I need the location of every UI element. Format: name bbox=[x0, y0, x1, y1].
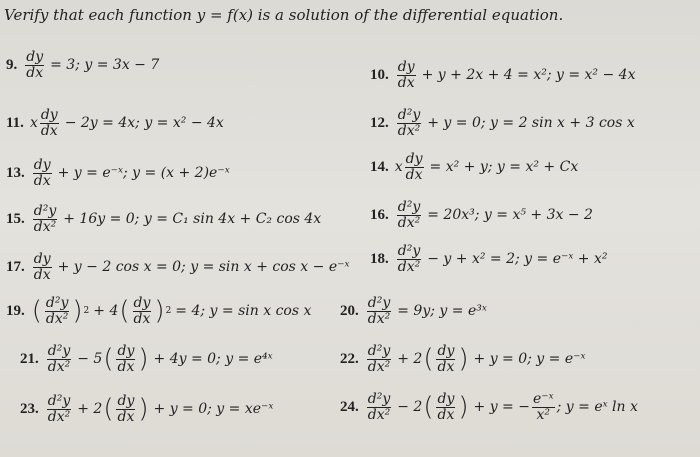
derivative-fraction: $\frac{\text{d²y}}{\text{dx²}}$ bbox=[397, 107, 421, 139]
problem-number: 19. bbox=[6, 302, 25, 319]
right-paren: ) bbox=[458, 344, 469, 375]
right-paren: ) bbox=[72, 296, 83, 327]
equation-text: + 4 bbox=[93, 303, 119, 320]
equation-text: ; y = eˣ ln x bbox=[556, 399, 638, 416]
problem-number: 11. bbox=[6, 114, 24, 131]
right-paren: ) bbox=[138, 344, 149, 375]
problem-17 bbox=[6, 252, 349, 282]
derivative-fraction: $\frac{\text{d²y}}{\text{dx²}}$ bbox=[367, 343, 391, 375]
equation-text: + y = 0; y = e⁻ˣ bbox=[473, 351, 586, 368]
problem-number: 18. bbox=[370, 250, 389, 267]
derivative-fraction: $\frac{dy}{dx}$ bbox=[437, 343, 455, 375]
right-paren: ) bbox=[458, 392, 469, 423]
problem-14 bbox=[370, 152, 578, 182]
exponent: 2 bbox=[83, 306, 90, 317]
left-paren: ( bbox=[103, 394, 114, 425]
problem-24 bbox=[340, 392, 638, 422]
exponent: 2 bbox=[165, 306, 172, 317]
equation-text: = 9y; y = e³ˣ bbox=[397, 303, 487, 320]
problem-number: 23. bbox=[20, 400, 39, 417]
problem-number: 24. bbox=[340, 398, 359, 415]
problem-number: 12. bbox=[370, 114, 389, 131]
problem-number: 21. bbox=[20, 350, 39, 367]
left-paren: ( bbox=[31, 296, 42, 327]
problem-number: 22. bbox=[340, 350, 359, 367]
derivative-fraction: $\frac{dy}{dx}$ bbox=[117, 393, 135, 425]
derivative-fraction: $\frac{dy}{dx}$ bbox=[33, 251, 51, 283]
derivative-fraction: $\frac{\text{d²y}}{\text{dx²}}$ bbox=[33, 203, 57, 235]
equation-text: − 2 bbox=[397, 399, 423, 416]
problem-21 bbox=[20, 344, 273, 374]
equation-text: − 5 bbox=[77, 351, 103, 368]
problem-18 bbox=[370, 244, 608, 274]
derivative-fraction: $\frac{\text{d²y}}{\text{dx²}}$ bbox=[397, 243, 421, 275]
equation-text: + y = 0; y = xe⁻ˣ bbox=[153, 401, 274, 418]
problem-9 bbox=[6, 50, 159, 80]
equation-text: + y = 0; y = 2 sin x + 3 cos x bbox=[427, 115, 635, 132]
problem-20 bbox=[340, 296, 487, 326]
problem-23 bbox=[20, 394, 273, 424]
derivative-fraction: $\frac{dy}{dx}$ bbox=[397, 59, 415, 91]
problem-11 bbox=[6, 108, 224, 138]
equation-text: + 16y = 0; y = C₁ sin 4x + C₂ cos 4x bbox=[63, 211, 322, 228]
equation-text: + 4y = 0; y = e⁴ˣ bbox=[153, 351, 273, 368]
problem-number: 13. bbox=[6, 164, 25, 181]
right-paren: ) bbox=[138, 394, 149, 425]
coefficient: x bbox=[394, 159, 403, 176]
right-paren: ) bbox=[154, 296, 165, 327]
problem-12 bbox=[370, 108, 635, 138]
derivative-fraction: $\frac{dy}{dx}$ bbox=[437, 391, 455, 423]
equation-text: − 2y = 4x; y = x² − 4x bbox=[64, 115, 224, 132]
equation-text: + 2 bbox=[77, 401, 103, 418]
derivative-fraction: $\frac{dy}{dx}$ bbox=[117, 343, 135, 375]
equation-text: − y + x² = 2; y = e⁻ˣ + x² bbox=[427, 251, 608, 268]
equation-text: = x² + y; y = x² + Cx bbox=[429, 159, 579, 176]
equation-text: + 2 bbox=[397, 351, 423, 368]
coefficient: x bbox=[29, 115, 38, 132]
problem-number: 17. bbox=[6, 258, 25, 275]
left-paren: ( bbox=[103, 344, 114, 375]
derivative-fraction: $\frac{dy}{dx}$ bbox=[40, 107, 58, 139]
equation-text: + y − 2 cos x = 0; y = sin x + cos x − e⁻ˣ bbox=[57, 259, 350, 276]
derivative-fraction: $\frac{dy}{dx}$ bbox=[33, 157, 51, 189]
derivative-fraction: $\frac{\text{d²y}}{\text{dx²}}$ bbox=[367, 295, 391, 327]
problem-19 bbox=[6, 296, 311, 326]
equation-text: + y = − bbox=[473, 399, 530, 416]
derivative-fraction: $\frac{dy}{dx}$ bbox=[405, 151, 423, 183]
derivative-fraction: $\frac{\text{d²y}}{\text{dx²}}$ bbox=[47, 393, 71, 425]
problem-number: 20. bbox=[340, 302, 359, 319]
derivative-fraction: $\frac{\text{d²y}}{\text{dx²}}$ bbox=[397, 199, 421, 231]
equation-text: = 20x³; y = x⁵ + 3x − 2 bbox=[427, 207, 593, 224]
problem-15 bbox=[6, 204, 321, 234]
derivative-fraction: $\frac{dy}{dx}$ bbox=[26, 49, 44, 81]
problem-13 bbox=[6, 158, 230, 188]
equation-text: = 3; y = 3x − 7 bbox=[50, 57, 160, 74]
problem-number: 14. bbox=[370, 158, 389, 175]
derivative-fraction: $\frac{dy}{dx}$ bbox=[133, 295, 151, 327]
problem-22 bbox=[340, 344, 586, 374]
left-paren: ( bbox=[423, 344, 434, 375]
problem-number: 16. bbox=[370, 206, 389, 223]
problem-16 bbox=[370, 200, 593, 230]
equation-text: = 4; y = sin x cos x bbox=[175, 303, 312, 320]
left-paren: ( bbox=[423, 392, 434, 423]
problem-number: 10. bbox=[370, 66, 389, 83]
problem-number: 15. bbox=[6, 210, 25, 227]
solution-fraction: $\frac{\text{e⁻ˣ}}{\text{x²}}$ bbox=[532, 391, 554, 423]
left-paren: ( bbox=[119, 296, 130, 327]
problem-number: 9. bbox=[6, 56, 18, 73]
problem-10 bbox=[370, 60, 635, 90]
derivative-fraction: $\frac{\text{d²y}}{\text{dx²}}$ bbox=[47, 343, 71, 375]
derivative-fraction: $\frac{\text{d²y}}{\text{dx²}}$ bbox=[45, 295, 69, 327]
equation-text: + y + 2x + 4 = x²; y = x² − 4x bbox=[421, 67, 636, 84]
equation-text: + y = e⁻ˣ; y = (x + 2)e⁻ˣ bbox=[57, 165, 230, 182]
instructions: Verify that each function y = f(x) is a solution of the differential equation. bbox=[4, 6, 564, 24]
derivative-fraction: $\frac{\text{d²y}}{\text{dx²}}$ bbox=[367, 391, 391, 423]
